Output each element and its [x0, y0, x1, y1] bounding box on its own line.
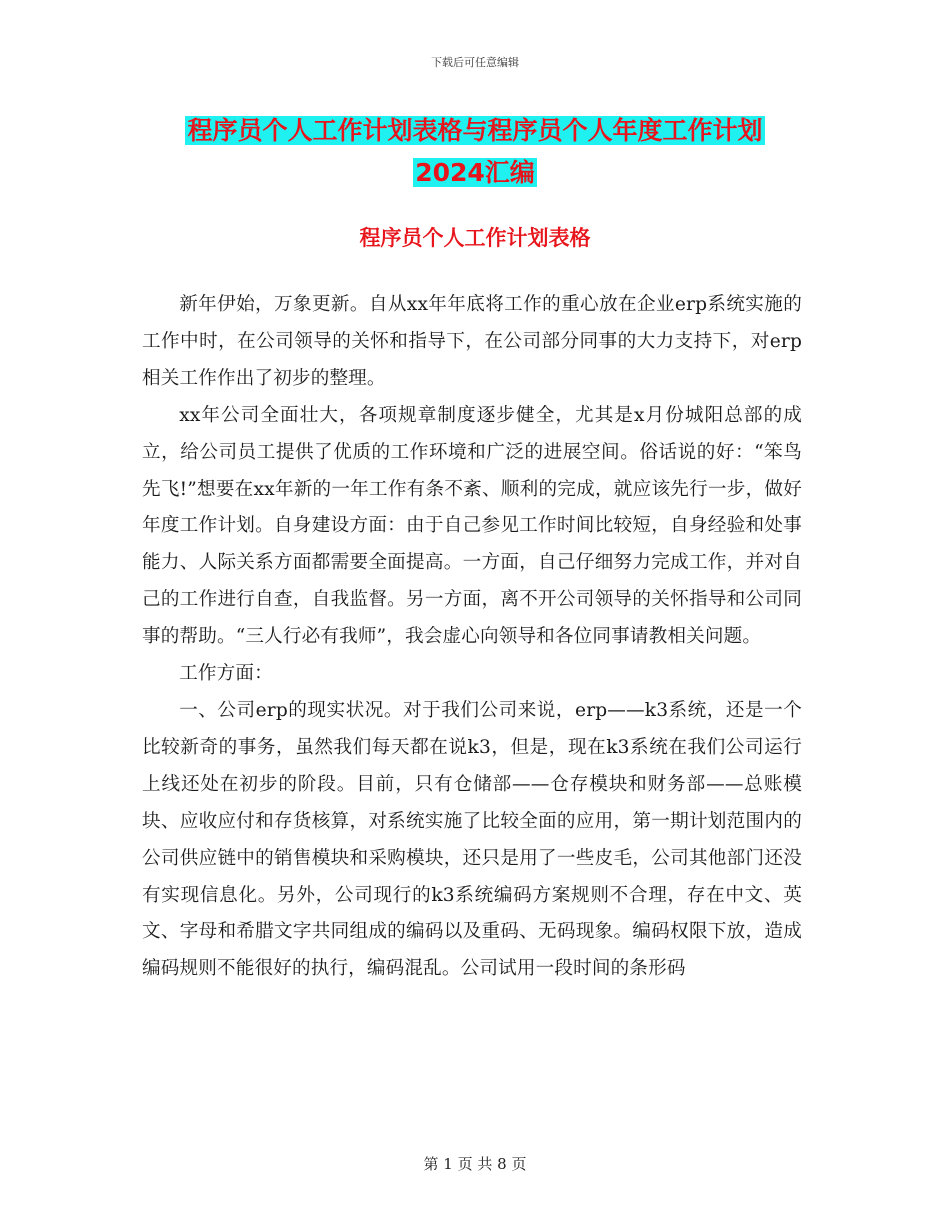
title-line-1: 程序员个人工作计划表格与程序员个人年度工作计划 — [187, 116, 763, 145]
paragraph: 一、公司erp的现实状况。对于我们公司来说，erp——k3系统，还是一个比较新奇的事务，虽然我们每天都在说k3，但是，现在k3系统在我们公司运行上线还处在初步的阶段。目前，只有仓储部——仓存模块和财务部——总账模块、应收应付和存货核算，对系统实施了比较全面的应用，第一期计划范围内的公司供应链中的销售模块和采购模块，还只是用了一些皮毛，公司其他部门还没有实现信息化。另外，公司现行的k3系统编码方案规则不合理，存在中文、英文、字母和希腊文字共同组成的编码以及重码、无码现象。编码权限下放，造成编码规则不能很好的执行，编码混乱。公司试用一段时间的条形码 — [142, 699, 802, 980]
document-title — [140, 110, 810, 194]
paragraph: 工作方面： — [179, 663, 273, 685]
page-number: 第 1 页 共 8 页 — [423, 1155, 527, 1173]
paragraph: xx年公司全面壮大，各项规章制度逐步健全，尤其是x月份城阳总部的成立，给公司员工提供了优质的工作环境和广泛的进展空间。俗话说的好：“笨鸟先飞!”想要在xx年新的一年工作有条不紊、顺利的完成，就应该先行一步，做好年度工作计划。自身建设方面：由于自己参见工作时间比较短，自身经验和处事能力、人际关系方面都需要全面提高。一方面，自己仔细努力完成工作，并对自己的工作进行自查，自我监督。另一方面，离不开公司领导的关怀指导和公司同事的帮助。“三人行必有我师”，我会虚心向领导和各位同事请教相关问题。 — [142, 404, 802, 648]
paragraph: 新年伊始，万象更新。自从xx年年底将工作的重心放在企业erp系统实施的工作中时，在公司领导的关怀和指导下，在公司部分同事的大力支持下，对erp相关工作作出了初步的整理。 — [142, 294, 802, 389]
title-line-2: 2024汇编 — [415, 158, 535, 187]
section-title: 程序员个人工作计划表格 — [359, 226, 591, 250]
body-text — [142, 287, 802, 988]
header-note: 下载后可任意编辑 — [431, 56, 519, 69]
